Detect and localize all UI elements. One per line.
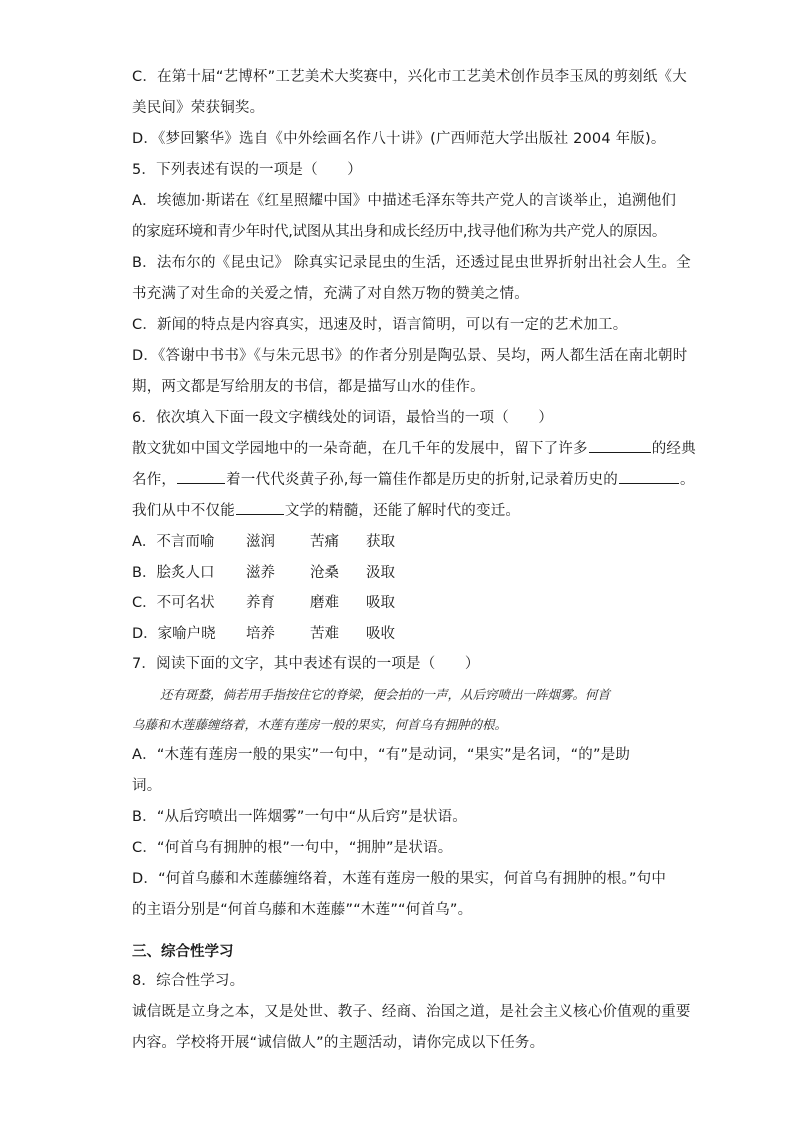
- q6-passage-line3: [132, 496, 662, 527]
- option-word: 沧桑: [310, 564, 339, 581]
- q6-passage-line2: [132, 465, 695, 496]
- document-page: [132, 62, 696, 1059]
- q6-passage-line1: [132, 434, 696, 465]
- q5-stem: 5．下列表述有误的一项是（ ）: [132, 162, 362, 178]
- q6-option-d: [132, 619, 662, 650]
- q8-passage-line1: 诚信既是立身之本，又是处世、教子、经商、治国之道，是社会主义核心价值观的重要: [132, 1004, 691, 1020]
- q7-option-a-line1: A．“木莲有莲房一般的果实”一句中，“有”是动词，“果实”是名词，“的”是助: [132, 747, 631, 763]
- q7-option-b: B．“从后窍喷出一阵烟雾”一句中“从后窍”是状语。: [132, 809, 467, 825]
- option-label: B．脍炙人口: [132, 564, 215, 581]
- q4-option-d: D．《梦回繁华》选自《中外绘画名作八十讲》(广西师范大学出版社 2004 年版)。: [132, 131, 666, 147]
- option-word: 汲取: [366, 564, 395, 581]
- option-word: 吸取: [366, 595, 395, 611]
- fill-blank-4: [236, 498, 284, 515]
- q5-option-d-line1: D．《答谢中书书》《与朱元思书》的作者分别是陶弘景、吴均，两人都生活在南北朝时: [132, 348, 688, 364]
- q6-option-c: [132, 588, 662, 619]
- q5-option-c: C．新闻的特点是内容真实，迅速及时，语言简明，可以有一定的艺术加工。: [132, 317, 628, 333]
- q8-passage-line2: 内容。学校将开展“诚信做人”的主题活动，请你完成以下任务。: [132, 1035, 545, 1051]
- q5-option-d-line2: 期，两文都是写给朋友的书信，都是描写山水的佳作。: [132, 379, 485, 395]
- q7-option-d-line2: 的主语分别是“何首乌藤和木莲藤”“木莲”“何首乌”。: [132, 902, 473, 918]
- q7-quote-line2: 乌藤和木莲藤缠络着，木莲有莲房一般的果实，何首乌有拥肿的根。: [132, 717, 508, 732]
- q6-passage-text: 散文犹如中国文学园地中的一朵奇葩，在几千年的发展中，留下了许多: [132, 441, 588, 457]
- q6-passage-text: 着一代代炎黄子孙,每一篇佳作都是历史的折射,记录着历史的: [226, 472, 618, 488]
- option-word: 培养: [246, 625, 275, 642]
- q6-passage-text: 名作，: [132, 472, 177, 488]
- option-label: A．不言而喻: [132, 534, 215, 550]
- q5-option-a-line2: 的家庭环境和青少年时代,试图从其出身和成长经历中,找寻他们称为共产党人的原因。: [132, 224, 667, 240]
- q5-option-a-line1: A．埃德加·斯诺在《红星照耀中国》中描述毛泽东等共产党人的言谈举止，追溯他们: [132, 193, 677, 209]
- q6-passage-text: 。: [679, 472, 695, 488]
- option-word: 滋润: [246, 534, 275, 550]
- option-word: 获取: [366, 534, 395, 550]
- q6-stem: 6．依次填入下面一段文字横线处的词语，最恰当的一项（ ）: [132, 410, 554, 426]
- q7-quote-line1: 还有斑蝥，倘若用手指按住它的脊梁，便会拍的一声，从后窍喷出一阵烟雾。何首: [160, 687, 611, 702]
- q6-option-a: [132, 527, 662, 558]
- fill-blank-3: [619, 467, 679, 484]
- section-heading: 三、综合性学习: [132, 944, 234, 960]
- q5-option-b-line2: 书充满了对生命的关爱之情，充满了对自然万物的赞美之情。: [132, 286, 529, 302]
- q6-passage-text: 文学的精髓，还能了解时代的变迁。: [284, 503, 521, 519]
- option-word: 苦痛: [310, 534, 339, 550]
- fill-blank-1: [589, 436, 651, 453]
- option-word: 滋养: [246, 564, 275, 581]
- option-word: 磨难: [310, 595, 339, 611]
- fill-blank-2: [177, 467, 225, 484]
- q7-option-c: C．“何首乌有拥肿的根”一句中，“拥肿”是状语。: [132, 840, 453, 856]
- q5-option-b-line1: B．法布尔的《昆虫记》 除真实记录昆虫的生活，还透过昆虫世界折射出社会人生。全: [132, 255, 691, 271]
- q6-passage-text: 我们从中不仅能: [132, 503, 235, 519]
- q4-option-c-line2: 美民间》荣获铜奖。: [132, 100, 265, 116]
- q7-stem: 7．阅读下面的文字，其中表述有误的一项是（ ）: [132, 656, 480, 672]
- q6-passage-text: 的经典: [651, 441, 696, 457]
- option-word: 苦难: [310, 625, 339, 642]
- q7-option-d-line1: D．“何首乌藤和木莲藤缠络着，木莲有莲房一般的果实，何首乌有拥肿的根。”句中: [132, 871, 667, 887]
- option-word: 吸收: [366, 625, 395, 642]
- q6-option-b: [132, 558, 662, 589]
- q7-option-a-line2: 词。: [132, 778, 162, 794]
- option-label: C．不可名状: [132, 595, 215, 611]
- option-word: 养育: [246, 595, 275, 611]
- q8-stem: 8．综合性学习。: [132, 973, 245, 989]
- option-label: D．家喻户晓: [132, 625, 216, 642]
- q4-option-c-line1: C．在第十届“艺博杯”工艺美术大奖赛中，兴化市工艺美术创作员李玉凤的剪刻纸《大: [132, 69, 687, 85]
